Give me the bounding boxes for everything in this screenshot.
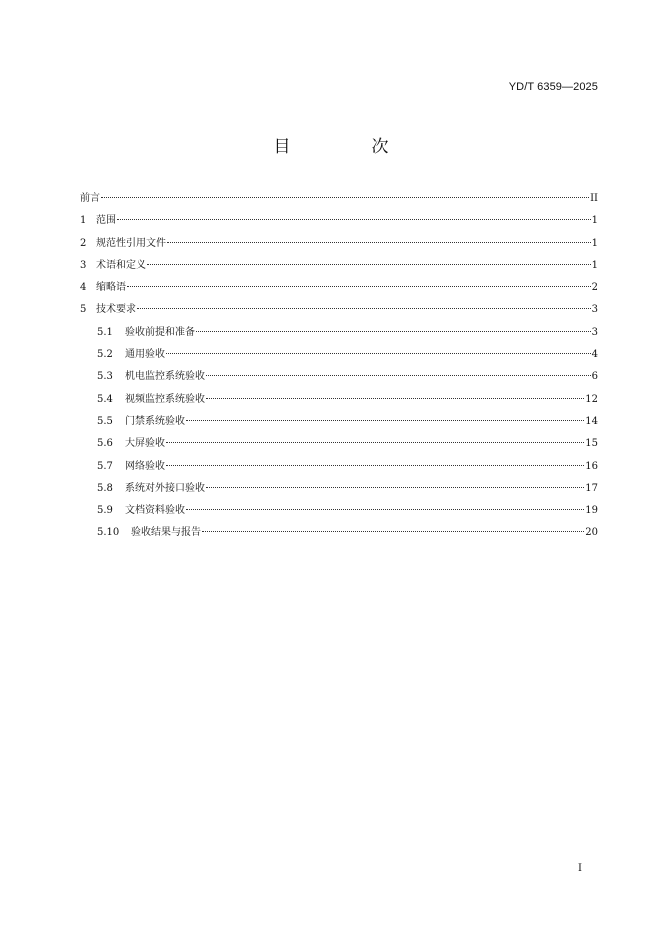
toc-dot-leader — [166, 442, 584, 443]
toc-entry-number: 5.9 — [97, 505, 113, 517]
toc-entry-label: 视频监控系统验收 — [125, 393, 205, 405]
toc-entry[interactable] — [80, 366, 598, 388]
toc-entry-label: 文档资料验收 — [125, 505, 185, 517]
document-code: YD/T 6359—2025 — [508, 81, 598, 93]
toc-entry-page: 15 — [585, 438, 598, 450]
table-of-contents — [80, 188, 598, 545]
toc-entry-number: 5.2 — [97, 349, 113, 361]
toc-entry[interactable] — [80, 389, 598, 411]
toc-entry-label: 网络验收 — [125, 460, 165, 472]
toc-entry-number: 5.6 — [97, 438, 113, 450]
toc-entry[interactable] — [80, 456, 598, 478]
toc-entry[interactable] — [80, 188, 598, 210]
toc-dot-leader — [166, 465, 584, 466]
toc-entry-label: 规范性引用文件 — [96, 237, 166, 249]
toc-entry-number: 5.3 — [97, 371, 113, 383]
toc-dot-leader — [117, 219, 591, 220]
toc-entry-page: II — [590, 193, 598, 204]
toc-entry[interactable] — [80, 299, 598, 321]
toc-entry-page: 20 — [585, 527, 598, 539]
toc-entry[interactable] — [80, 411, 598, 433]
toc-entry[interactable] — [80, 433, 598, 455]
toc-entry[interactable] — [80, 322, 598, 344]
toc-dot-leader — [206, 375, 591, 376]
toc-entry-label: 大屏验收 — [125, 438, 165, 450]
toc-entry-number: 3 — [80, 259, 87, 271]
toc-dot-leader — [206, 487, 584, 488]
toc-dot-leader — [127, 286, 591, 287]
toc-entry-label: 术语和定义 — [96, 259, 146, 271]
toc-entry-label: 技术要求 — [96, 304, 136, 316]
toc-entry-page: 3 — [591, 304, 598, 316]
toc-dot-leader — [166, 353, 591, 354]
toc-entry-page: 19 — [585, 505, 598, 517]
toc-entry-number: 2 — [80, 237, 87, 249]
toc-entry-page: 17 — [585, 482, 598, 494]
toc-entry-label: 前言 — [80, 193, 100, 204]
toc-entry-page: 14 — [585, 415, 598, 427]
toc-entry-label: 门禁系统验收 — [125, 415, 185, 427]
toc-dot-leader — [202, 531, 584, 532]
toc-entry-page: 12 — [585, 393, 598, 405]
toc-entry-label: 验收结果与报告 — [131, 527, 201, 539]
toc-entry-page: 4 — [591, 349, 598, 361]
toc-entry-page: 1 — [591, 259, 598, 271]
toc-entry-number: 5.5 — [97, 415, 113, 427]
toc-entry-label: 系统对外接口验收 — [125, 482, 205, 494]
toc-entry-number: 4 — [80, 282, 87, 294]
toc-dot-leader — [196, 331, 591, 332]
toc-entry-number: 5.7 — [97, 460, 113, 472]
toc-entry[interactable] — [80, 233, 598, 255]
toc-title: 目 次 — [273, 137, 421, 157]
toc-entry[interactable] — [80, 500, 598, 522]
toc-entry-page: 1 — [591, 237, 598, 249]
toc-dot-leader — [186, 420, 584, 421]
toc-entry-number: 1 — [80, 215, 87, 227]
toc-dot-leader — [137, 308, 591, 309]
toc-entry[interactable] — [80, 210, 598, 232]
toc-dot-leader — [186, 509, 584, 510]
toc-entry-label: 机电监控系统验收 — [125, 371, 205, 383]
toc-entry-label: 缩略语 — [96, 282, 126, 294]
toc-entry[interactable] — [80, 522, 598, 544]
toc-dot-leader — [147, 264, 591, 265]
toc-dot-leader — [206, 398, 584, 399]
toc-entry[interactable] — [80, 255, 598, 277]
toc-entry-page: 2 — [591, 282, 598, 294]
toc-entry-label: 通用验收 — [125, 349, 165, 361]
toc-entry-page: 6 — [591, 371, 598, 383]
toc-entry[interactable] — [80, 478, 598, 500]
toc-entry-page: 1 — [591, 215, 598, 227]
toc-entry[interactable] — [80, 344, 598, 366]
toc-entry-number: 5.10 — [97, 527, 120, 539]
toc-dot-leader — [101, 197, 589, 198]
toc-entry-number: 5.1 — [97, 326, 113, 338]
toc-entry-number: 5.8 — [97, 482, 113, 494]
toc-dot-leader — [167, 242, 591, 243]
toc-entry-number: 5 — [80, 304, 87, 316]
toc-entry-page: 3 — [591, 326, 598, 338]
toc-entry-page: 16 — [585, 460, 598, 472]
toc-entry-label: 范围 — [96, 215, 116, 227]
page-number: I — [578, 863, 582, 874]
toc-entry[interactable] — [80, 277, 598, 299]
toc-entry-label: 验收前提和准备 — [125, 326, 195, 338]
toc-entry-number: 5.4 — [97, 393, 113, 405]
